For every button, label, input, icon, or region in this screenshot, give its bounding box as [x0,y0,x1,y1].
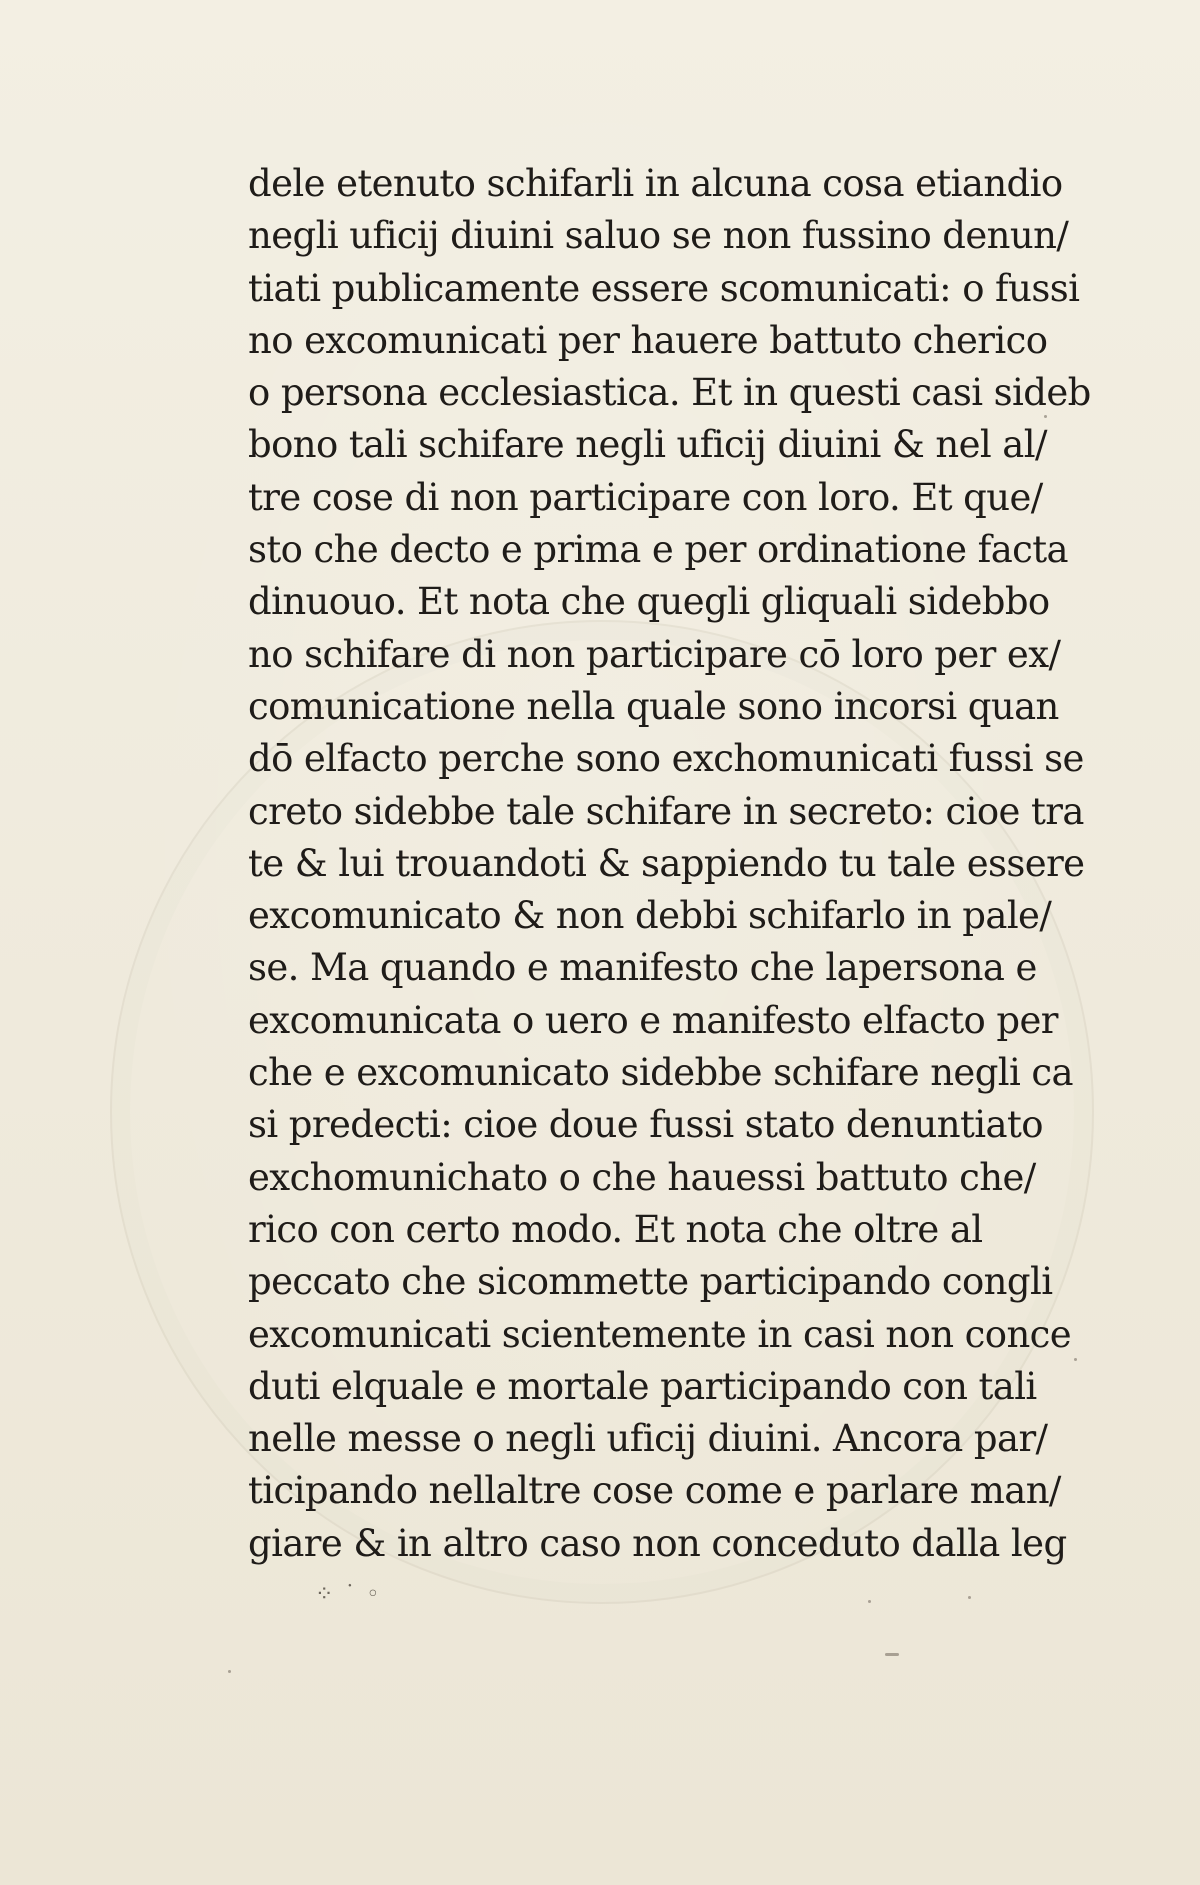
text-line: dō elfacto perche sono exchomunicati fussi se [248,737,1084,781]
paper-speck [868,1600,871,1603]
text-line: excomunicato & non debbi schifarlo in pale/ [248,894,1052,938]
text-line: che e excomunicato sidebbe schifare negli ca [248,1051,1074,1095]
text-line: tiati publicamente essere scomunicati: o fussi [248,266,1080,310]
text-line: exchomunichato o che hauessi battuto che/ [248,1155,1036,1199]
text-line: comunicatione nella quale sono incorsi quan [248,684,1059,728]
text-line: se. Ma quando e manifesto che lapersona e [248,946,1037,990]
text-line: o persona ecclesiastica. Et in questi casi sideb [248,371,1091,415]
text-line: duti elquale e mortale participando con tali [248,1364,1037,1408]
margin-marks: ⁘ ˙ ◦ [315,1582,382,1607]
text-line: excomunicata o uero e manifesto elfacto per [248,998,1058,1042]
text-line: te & lui trouandoti & sappiendo tu tale essere [248,841,1085,885]
text-line: no schifare di non participare cō loro per ex/ [248,632,1061,676]
text-line: bono tali schifare negli uficij diuini & nel al/ [248,423,1047,467]
paper-speck [885,1653,899,1656]
text-line: peccato che sicommette participando congli [248,1260,1053,1304]
text-line: tre cose di non participare con loro. Et que/ [248,475,1043,519]
text-line: dele etenuto schifarli in alcuna cosa etiandio [248,162,1063,205]
text-line: ticipando nellaltre cose come e parlare man/ [248,1469,1061,1513]
text-line: creto sidebbe tale schifare in secreto: cioe tra [248,789,1084,833]
paper-speck [1044,415,1047,418]
text-line: rico con certo modo. Et nota che oltre al [248,1207,983,1251]
paper-speck [1074,1358,1077,1361]
paper-speck [228,1670,231,1673]
text-line: no excomunicati per hauere battuto cherico [248,318,1048,362]
text-line: negli uficij diuini saluo se non fussino denun/ [248,214,1069,258]
text-line: dinuouo. Et nota che quegli gliquali sidebbo [248,580,1050,624]
text-line: si predecti: cioe doue fussi stato denuntiato [248,1103,1043,1147]
text-line: giare & in altro caso non conceduto dalla leg [248,1521,1067,1565]
text-line: sto che decto e prima e per ordinatione facta [248,528,1069,572]
text-line: nelle messe o negli uficij diuini. Ancora par/ [248,1417,1048,1461]
text-line: excomunicati scientemente in casi non conce [248,1312,1072,1356]
page-text-block [248,158,1091,1570]
paper-speck [968,1596,971,1599]
